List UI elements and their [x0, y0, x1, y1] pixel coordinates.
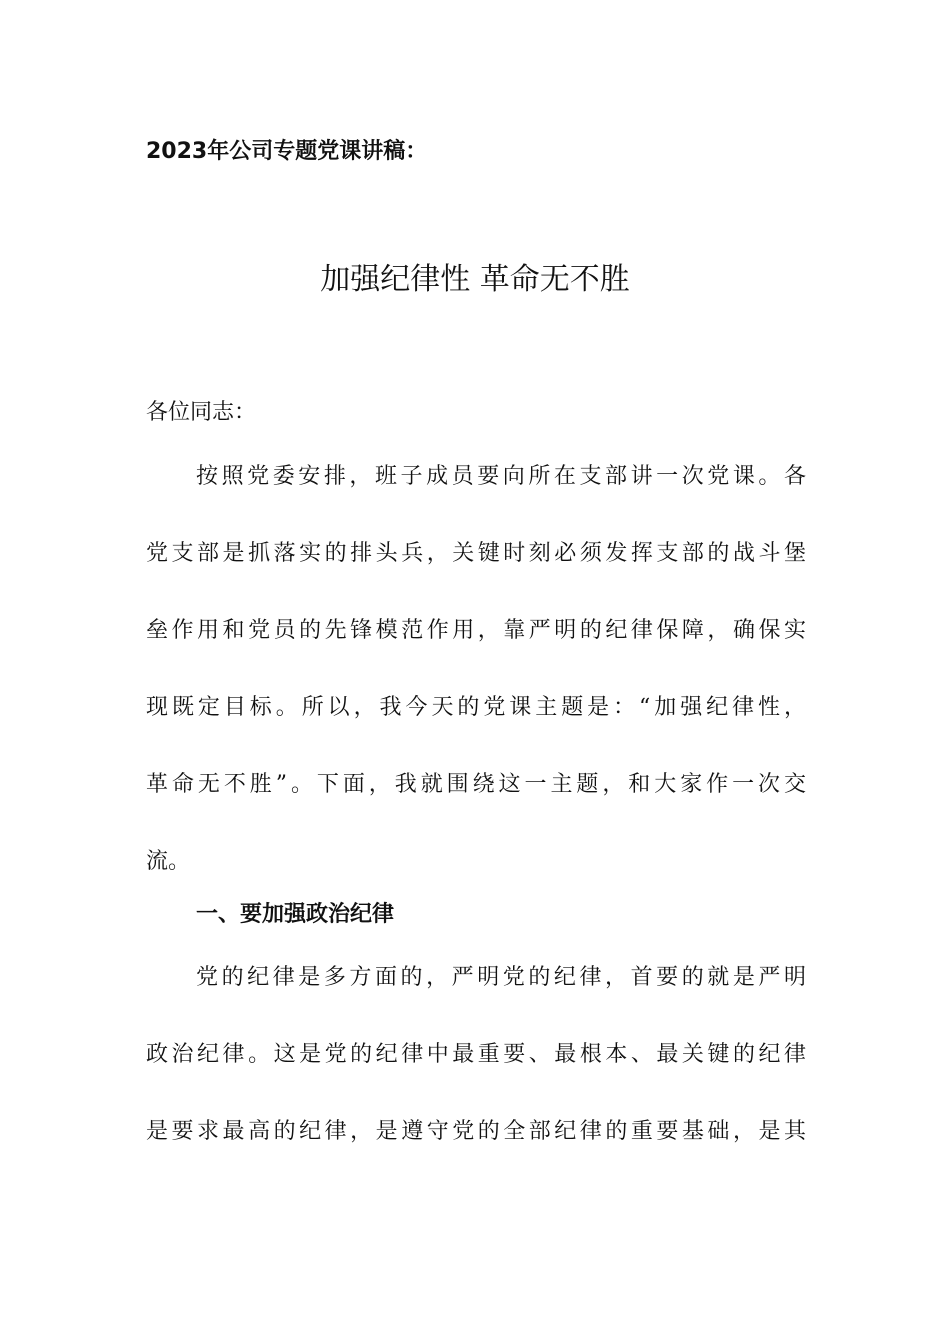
paragraph-2	[146, 961, 806, 1192]
paragraph-line: 是要求最高的纪律，是遵守党的全部纪律的重要基础，是其	[146, 1119, 806, 1144]
paragraph-line: 革命无不胜”。下面，我就围绕这一主题，和大家作一次交	[146, 772, 806, 797]
heading-label: 2023年公司专题党课讲稿：	[146, 139, 428, 164]
paragraph-line: 按照党委安排，班子成员要向所在支部讲一次党课。各	[196, 464, 806, 489]
paragraph-line: 垒作用和党员的先锋模范作用，靠严明的纪律保障，确保实	[146, 618, 806, 643]
paragraph-1	[146, 460, 806, 922]
paragraph-line: 政治纪律。这是党的纪律中最重要、最根本、最关键的纪律	[146, 1042, 806, 1067]
paragraph-line: 党支部是抓落实的排头兵，关键时刻必须发挥支部的战斗堡	[146, 541, 806, 566]
paragraph-line: 党的纪律是多方面的，严明党的纪律，首要的就是严明	[196, 965, 806, 990]
paragraph-line: 现既定目标。所以，我今天的党课主题是：“加强纪律性，	[146, 695, 806, 720]
salutation: 各位同志：	[146, 400, 257, 425]
document-title: 加强纪律性 革命无不胜	[320, 262, 630, 297]
section-heading: 一、要加强政治纪律	[196, 902, 395, 927]
paragraph-line: 流。	[146, 849, 191, 874]
